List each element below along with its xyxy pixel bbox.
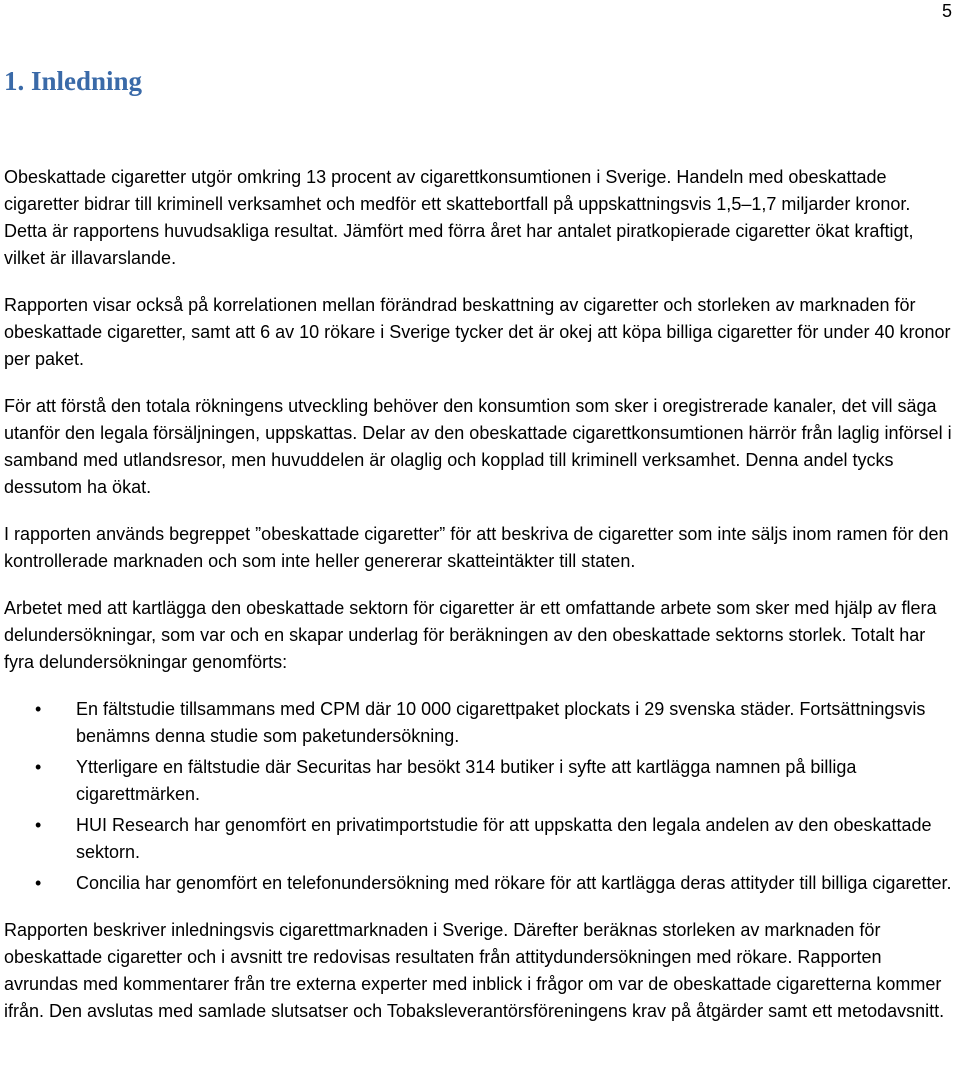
list-item bbox=[4, 870, 954, 897]
paragraph-definition: I rapporten används begreppet ”obeskattade cigaretter” för att beskriva de cigaretter som inte säljs inom ramen för den kontrollerade marknaden och som inte heller genererar skatteintäkter till staten. bbox=[4, 524, 949, 571]
list-item-text: En fältstudie tillsammans med CPM där 10 000 cigarettpaket plockats i 29 svenska städer. Fortsättningsvis benämns denna studie som paketundersökning. bbox=[76, 699, 926, 746]
list-item bbox=[4, 696, 954, 750]
list-item-text: HUI Research har genomfört en privatimportstudie för att uppskatta den legala andelen av den obeskattade sektorn. bbox=[76, 815, 932, 862]
document-body bbox=[4, 62, 954, 1045]
list-item bbox=[4, 754, 954, 808]
bullet-icon: • bbox=[35, 815, 42, 835]
list-item-text: Concilia har genomfört en telefonundersökning med rökare för att kartlägga deras attityder till billiga cigaretter. bbox=[76, 873, 952, 893]
list-item-text: Ytterligare en fältstudie där Securitas har besökt 314 butiker i syfte att kartlägga namnen på billiga cigarettmärken. bbox=[76, 757, 857, 804]
sub-studies-list bbox=[4, 696, 954, 897]
section-heading: 1. Inledning bbox=[4, 66, 143, 96]
paragraph-method: Arbetet med att kartlägga den obeskattade sektorn för cigaretter är ett omfattande arbete som sker med hjälp av flera delundersökningar, som var och en skapar underlag för beräkningen av den obeskattade sektorns storlek. Totalt har fyra delundersökningar genomförts: bbox=[4, 598, 937, 672]
list-item bbox=[4, 812, 954, 866]
bullet-icon: • bbox=[35, 873, 42, 893]
paragraph-intro: Obeskattade cigaretter utgör omkring 13 procent av cigarettkonsumtionen i Sverige. Handeln med obeskattade cigaretter bidrar till kriminell verksamhet och medför ett skattebortfall på uppskattningsvis 1,5–1,7 miljarder kronor. Detta är rapportens huvudsakliga resultat. Jämfört med förra året har antalet piratkopierade cigaretter ökat kraftigt, vilket är illavarslande. bbox=[4, 167, 914, 268]
page-number: 5 bbox=[941, 1, 952, 21]
paragraph-consumption: För att förstå den totala rökningens utveckling behöver den konsumtion som sker i oregistrerade kanaler, det vill säga utanför den legala försäljningen, uppskattas. Delar av den obeskattade cigarettkonsumtionen härrör från laglig införsel i samband med utlandsresor, men huvuddelen är olaglig och kopplad till kriminell verksamhet. Denna andel tycks dessutom ha ökat. bbox=[4, 396, 952, 497]
bullet-icon: • bbox=[35, 699, 42, 719]
paragraph-correlation: Rapporten visar också på korrelationen mellan förändrad beskattning av cigaretter och storleken av marknaden för obeskattade cigaretter, samt att 6 av 10 rökare i Sverige tycker det är okej att köpa billiga cigaretter för under 40 kronor per paket. bbox=[4, 295, 951, 369]
bullet-icon: • bbox=[35, 757, 42, 777]
paragraph-outline: Rapporten beskriver inledningsvis cigarettmarknaden i Sverige. Därefter beräknas storleken av marknaden för obeskattade cigaretter och i avsnitt tre redovisas resultaten från attitydundersökningen med rökare. Rapporten avrundas med kommentarer från tre externa experter med inblick i frågor om var de obeskattade cigaretterna kommer ifrån. Den avslutas med samlade slutsatser och Tobaksleverantörsföreningens krav på åtgärder samt ett metodavsnitt. bbox=[4, 920, 945, 1021]
